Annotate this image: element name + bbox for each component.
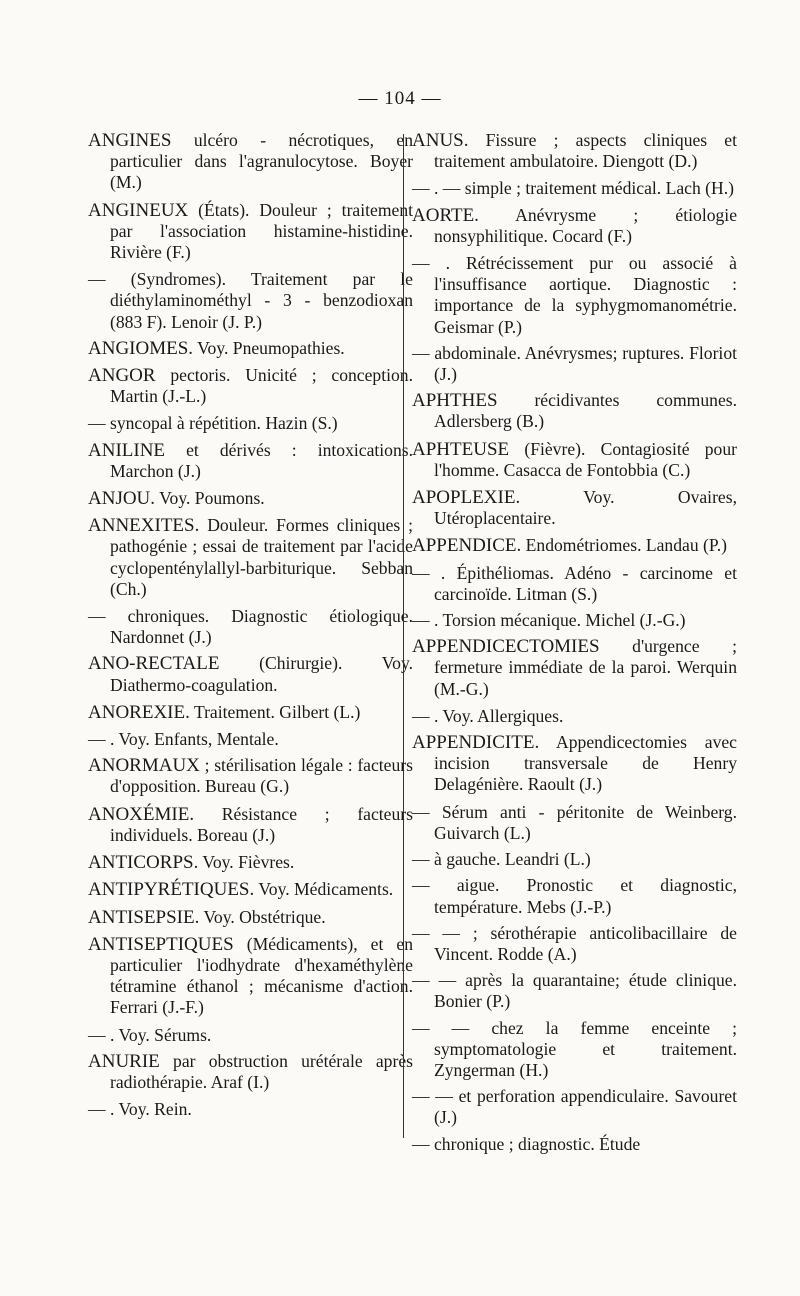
- index-entry: [412, 1086, 737, 1128]
- entry-heading: ANJOU.: [88, 488, 156, 510]
- index-entry: [88, 934, 413, 1019]
- entry-heading: —: [412, 610, 430, 631]
- entry-text: abdominale. Anévrysmes; ruptures. Floriot (J.): [429, 342, 737, 385]
- entry-text: . Épithéliomas. Adéno - carcinome et carcinoïde. Litman (S.): [429, 562, 737, 604]
- entry-text: . Voy. Enfants, Mentale.: [105, 729, 279, 750]
- entry-heading: —: [412, 253, 430, 274]
- index-entry: [88, 879, 413, 900]
- entry-heading: —: [88, 1024, 106, 1045]
- entry-heading: ANNEXITES.: [88, 515, 200, 537]
- entry-heading: —: [88, 729, 106, 750]
- entry-heading: APHTHES: [412, 390, 498, 412]
- entry-text: Voy. Poumons.: [155, 488, 265, 509]
- index-entry: [412, 875, 737, 917]
- entry-heading: ANUS.: [412, 130, 469, 151]
- index-entry: [412, 563, 737, 605]
- index-column-right: [412, 130, 737, 1155]
- entry-heading: —: [412, 342, 430, 363]
- entry-text: d'urgence ; fermeture immédiate de la paroi. Werquin (M.-G.): [434, 636, 737, 699]
- index-entry: [88, 1025, 413, 1046]
- entry-text: Endométriomes. Landau (P.): [521, 535, 727, 556]
- index-entry: [88, 515, 413, 600]
- entry-heading: —: [412, 1017, 430, 1038]
- entry-text: Voy. Pneumopathies.: [193, 337, 345, 358]
- entry-text: ulcéro - nécrotiques, en particulier dans l'agranulocytose. Boyer (M.): [110, 130, 413, 193]
- entry-heading: ANORMAUX: [88, 755, 200, 777]
- index-entry: [412, 706, 737, 727]
- index-entry: [88, 729, 413, 750]
- index-entry: [88, 488, 413, 509]
- entry-text: Voy. Fièvres.: [198, 852, 295, 873]
- entry-text: chroniques. Diagnostic étiologique. Nardonnet (J.): [105, 606, 413, 648]
- entry-text: Voy. Ovaires, Utéroplacentaire.: [434, 487, 737, 529]
- entry-text: aigue. Pronostic et diagnostic, température. Mebs (J.-P.): [429, 875, 737, 917]
- entry-heading: APPENDICITE.: [412, 732, 540, 754]
- entry-heading: APHTEUSE: [412, 438, 510, 460]
- entry-text: Fissure ; aspects cliniques et traitement ambulatoire. Diengott (D.): [434, 130, 737, 172]
- entry-text: par obstruction urétérale après radiothérapie. Araf (I.): [110, 1050, 413, 1092]
- entry-text: Douleur. Formes cliniques ; pathogénie ; essai de traitement par l'acide cyclopenténylallyl-barbiturique. Sebban (Ch.): [110, 515, 413, 599]
- index-entry: [412, 849, 737, 870]
- index-entry: [412, 1018, 737, 1082]
- index-entry: [88, 269, 413, 333]
- entry-heading: —: [412, 875, 430, 896]
- entry-heading: APPENDICECTOMIES: [412, 636, 600, 658]
- entry-text: Voy. Obstétrique.: [199, 906, 326, 927]
- entry-heading: —: [412, 970, 430, 991]
- index-entry: [88, 413, 413, 434]
- index-entry: [88, 365, 413, 407]
- entry-heading: —: [412, 922, 430, 943]
- entry-text: syncopal à répétition. Hazin (S.): [105, 413, 338, 434]
- column-divider: [403, 134, 404, 1138]
- entry-text: . Voy. Sérums.: [105, 1024, 212, 1045]
- entry-heading: —: [88, 1099, 106, 1120]
- entry-heading: ANOREXIE.: [88, 701, 190, 723]
- index-entry: [412, 343, 737, 385]
- index-entry: [412, 970, 737, 1012]
- entry-text: récidivantes communes. Adlersberg (B.): [434, 390, 737, 432]
- entry-text: . Rétrécissement pur ou associé à l'insuffisance aortique. Diagnostic : importance de la syphygmomanométrie. Geismar (P.): [429, 253, 737, 337]
- entry-text: — ; sérothérapie anticolibacillaire de Vincent. Rodde (A.): [429, 922, 737, 964]
- index-entry: [88, 338, 413, 359]
- entry-text: (Fièvre). Contagiosité pour l'homme. Casacca de Fontobbia (C.): [434, 438, 737, 480]
- entry-text: — et perforation appendiculaire. Savouret (J.): [429, 1086, 737, 1128]
- index-entry: [88, 130, 413, 194]
- index-entry: [412, 253, 737, 338]
- entry-heading: ANILINE: [88, 439, 166, 461]
- index-entry: [88, 804, 413, 846]
- index-entry: [88, 606, 413, 648]
- index-entry: [412, 439, 737, 481]
- index-entry: [88, 755, 413, 797]
- page-number: — 104 —: [358, 88, 442, 109]
- entry-text: (Syndromes). Traitement par le diéthylaminométhyl - 3 - benzodioxan (883 F). Lenoir (J. P.): [105, 269, 413, 332]
- index-entry: [412, 130, 737, 172]
- entry-text: Résistance ; facteurs individuels. Boreau (J.): [110, 803, 413, 845]
- entry-heading: —: [88, 269, 106, 290]
- index-entry: [88, 653, 413, 695]
- entry-text: Appendicectomies avec incision transversale de Henry Delagénière. Raoult (J.): [434, 732, 737, 795]
- entry-heading: ANTISEPTIQUES: [88, 933, 234, 955]
- entry-heading: —: [412, 562, 430, 583]
- entry-text: à gauche. Leandri (L.): [429, 849, 591, 870]
- entry-heading: ANTISEPSIE.: [88, 906, 200, 928]
- entry-heading: AORTE.: [412, 204, 479, 226]
- entry-heading: —: [88, 606, 106, 627]
- entry-text: Traitement. Gilbert (L.): [189, 701, 361, 722]
- entry-text: pectoris. Unicité ; conception. Martin (J.-L.): [110, 365, 413, 407]
- index-entry: [412, 610, 737, 631]
- entry-heading: —: [412, 1133, 430, 1154]
- index-entry: [412, 802, 737, 844]
- entry-text: . Torsion mécanique. Michel (J.-G.): [429, 610, 686, 631]
- entry-heading: ANTIPYRÉTIQUES.: [88, 879, 255, 901]
- entry-heading: ANOXÉMIE.: [88, 803, 195, 825]
- index-column-left: [88, 130, 413, 1120]
- entry-text: (États). Douleur ; traitement par l'association histamine-histidine. Rivière (F.): [110, 199, 413, 263]
- index-entry: [88, 907, 413, 928]
- entry-text: Voy. Médicaments.: [254, 879, 394, 900]
- entry-heading: —: [412, 849, 430, 870]
- entry-text: . Voy. Rein.: [105, 1099, 192, 1120]
- entry-text: chronique ; diagnostic. Étude: [429, 1133, 641, 1154]
- index-entry: [412, 1134, 737, 1155]
- entry-text: ; stérilisation légale : facteurs d'opposition. Bureau (G.): [110, 755, 413, 797]
- index-entry: [88, 440, 413, 482]
- index-entry: [88, 1051, 413, 1093]
- entry-heading: ANGOR: [88, 365, 156, 387]
- index-entry: [88, 702, 413, 723]
- entry-text: — après la quarantaine; étude clinique. Bonier (P.): [429, 970, 737, 1012]
- entry-text: (Chirurgie). Voy. Diathermo-coagulation.: [110, 653, 413, 695]
- entry-heading: —: [412, 1086, 430, 1107]
- entry-text: Sérum anti - péritonite de Weinberg. Guivarch (L.): [429, 801, 737, 843]
- entry-heading: ANGIOMES.: [88, 337, 194, 359]
- entry-heading: ANGINEUX: [88, 199, 189, 221]
- index-entry: [88, 1099, 413, 1120]
- index-entry: [412, 205, 737, 247]
- entry-heading: —: [88, 413, 106, 434]
- index-entry: [412, 732, 737, 796]
- index-entry: [88, 852, 413, 873]
- index-entry: [412, 487, 737, 529]
- entry-heading: APOPLEXIE.: [412, 487, 521, 509]
- entry-heading: ANURIE: [88, 1050, 160, 1072]
- index-entry: [412, 535, 737, 556]
- index-entry: [412, 178, 737, 199]
- entry-heading: APPENDICE.: [412, 535, 522, 557]
- index-entry: [412, 923, 737, 965]
- entry-text: . — simple ; traitement médical. Lach (H.): [429, 178, 734, 199]
- index-entry: [412, 390, 737, 432]
- entry-heading: ANTICORPS.: [88, 852, 199, 874]
- entry-heading: —: [412, 178, 430, 199]
- index-entry: [412, 636, 737, 700]
- entry-text: — chez la femme enceinte ; symptomatologie et traitement. Zyngerman (H.): [429, 1017, 737, 1080]
- entry-text: et dérivés : intoxications. Marchon (J.): [110, 439, 413, 481]
- entry-heading: —: [412, 705, 430, 726]
- entry-heading: ANO-RECTALE: [88, 653, 220, 675]
- entry-text: Anévrysme ; étiologie nonsyphilitique. Cocard (F.): [434, 204, 737, 246]
- entry-text: (Médicaments), et en particulier l'iodhydrate d'hexaméthylène tétramine éthanol ; mécanisme d'action. Ferrari (J.-F.): [110, 933, 413, 1018]
- entry-heading: ANGINES: [88, 130, 172, 151]
- entry-text: . Voy. Allergiques.: [429, 705, 564, 726]
- entry-heading: —: [412, 801, 430, 822]
- index-entry: [88, 200, 413, 264]
